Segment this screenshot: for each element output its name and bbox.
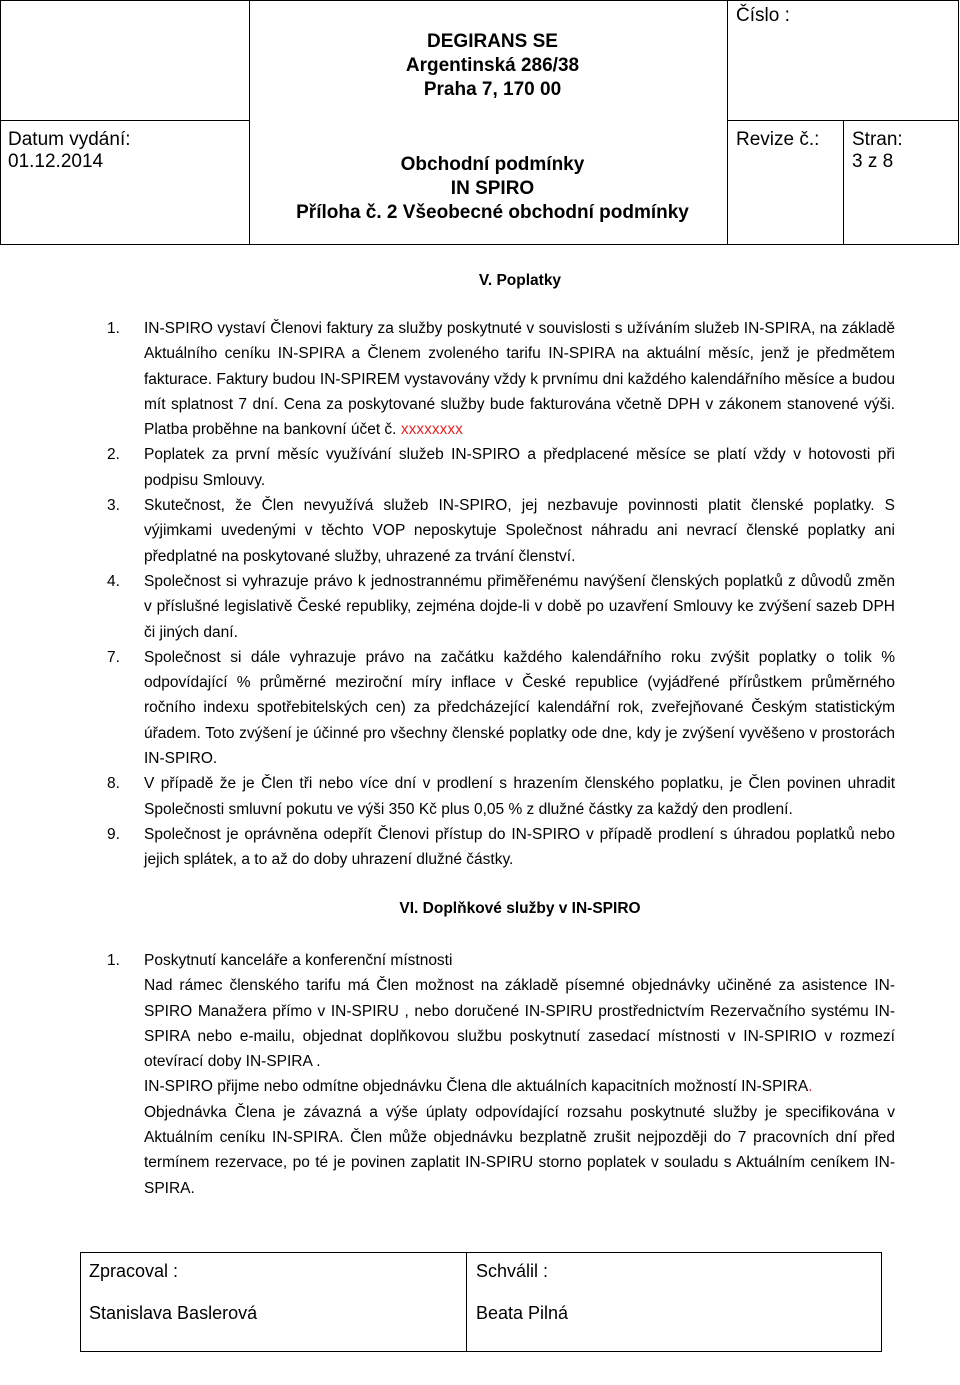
item-text: Poplatek za první měsíc využívání služeb IN-SPIRO a předplacené měsíce se platí vždy v hotovosti při podpisu Smlouvy. (144, 446, 895, 489)
pages-value: 3 z 8 (852, 151, 894, 172)
document-title-line1: Obchodní podmínky (400, 154, 585, 175)
issue-date-value: 01.12.2014 (8, 151, 104, 172)
item-paragraph: Objednávka Člena je závazná a výše úplaty odpovídající rozsahu poskytnuté služby je specifikována v Aktuálním ceníku IN-SPIRA. Člen může objednávku bezplatně zrušit nejpozději do 7 pracovních dní před termínem rezervace, po té je povinen zaplatit IN-SPIRU storno poplatek v souladu s Aktuálním ceníkem IN-SPIRA. (144, 1103, 895, 1197)
document-title (260, 153, 725, 225)
item-number: 2. (107, 446, 120, 464)
signature-divider (466, 1253, 467, 1351)
list-item (0, 493, 960, 569)
item-number: 9. (107, 825, 120, 843)
company-name: DEGIRANS SE (427, 31, 558, 52)
document-title-line3: Příloha č. 2 Všeobecné obchodní podmínky (296, 202, 689, 223)
signature-table (80, 1252, 882, 1352)
item-text (144, 316, 895, 442)
item-number: 3. (107, 497, 120, 515)
section-v-heading: V. Poplatky (478, 272, 562, 289)
prepared-by-name: Stanislava Baslerová (89, 1303, 258, 1323)
section-v-list (0, 316, 960, 873)
section-vi-list (0, 948, 960, 1201)
company-street: Argentinská 286/38 (405, 55, 580, 76)
approved-by-label: Schválil : (476, 1261, 549, 1281)
item-number: 8. (107, 775, 120, 793)
item-paragraph-body: IN-SPIRO přijme nebo odmítne objednávku Člena dle aktuálních kapacitních možností IN-SPIRA (144, 1078, 809, 1096)
pages-label: Stran: (852, 129, 903, 150)
company-city: Praha 7, 170 00 (423, 79, 562, 100)
list-item (0, 645, 960, 771)
list-item (0, 569, 960, 645)
highlight-dot: . (808, 1078, 813, 1096)
revision-label: Revize č.: (736, 129, 820, 150)
section-vi-heading: VI. Doplňkové služby v IN-SPIRO (399, 900, 641, 917)
item-paragraph: Nad rámec členského tarifu má Člen možnost na základě písemné objednávky učiněné za asistence IN-SPIRO Manažera přímo v IN-SPIRU , nebo doručené IN-SPIRU prostřednictvím Rezervačního systému IN-SPIRA nebo e-mailu, objednat doplňkovou službu poskytnutí zasedací místnosti v IN-SPIRIO v rozmezí otevírací doby IN-SPIRA . (144, 977, 895, 1071)
list-item (0, 948, 960, 1201)
prepared-by-label: Zpracoval : (89, 1261, 179, 1281)
header-divider-right (727, 0, 728, 245)
item-text: Společnost je oprávněna odepřít Členovi přístup do IN-SPIRO v případě prodlení s úhradou poplatků nebo jejich splátek, a to až do doby uhrazení dlužné částky. (144, 825, 895, 869)
item-text-body: IN-SPIRO vystaví Členovi faktury za služby poskytnuté v souvislosti s užíváním služeb IN-SPIRA, na základě Aktuálního ceníku IN-SPIRA a Členem zvoleného tarifu IN-SPIRA na aktuální měsíc, jenž je předmětem fakturace. Faktury budou IN-SPIREM vystavovány vždy k prvnímu dni každého kalendářního měsíce a budou mít splatnost 7 dní. Cena za poskytované služby bude fakturována včetně DPH v zákonem stanovené výši. Platba proběhne na bankovní účet č. (144, 320, 895, 439)
issue-date-label: Datum vydání: (8, 129, 131, 150)
header-hline-right (727, 120, 959, 121)
document-header (0, 0, 960, 246)
list-item (0, 442, 960, 493)
list-item (0, 822, 960, 873)
bank-account-placeholder: xxxxxxxx (400, 421, 463, 439)
item-text: Společnost si dále vyhrazuje právo na začátku každého kalendářního roku zvýšit poplatky o tolik % odpovídající % průměrné meziroční míry inflace v České republice (vyjádřené přírůstkem průměrného ročního indexu spotřebitelských cen) za předcházející kalendářní rok, zveřejňované Českým statistickým úřadem. Toto zvýšení je účinné pro všechny členské poplatky ode dne, kdy je zvýšení vyvěšeno v prostorách IN-SPIRO. (144, 648, 895, 768)
item-text: V případě že je Člen tři nebo více dní v prodlení s hrazením členského poplatku, je Člen povinen uhradit Společnosti smluvní pokutu ve výši 350 Kč plus 0,05 % z dlužné částky za každý den prodlení. (144, 775, 895, 818)
item-number: 7. (107, 648, 120, 666)
document-title-line2: IN SPIRO (450, 178, 535, 199)
header-hline-left (0, 120, 250, 121)
document-number-label: Číslo : (736, 5, 790, 26)
item-paragraph (144, 1074, 895, 1099)
list-item (0, 316, 960, 442)
item-number: 4. (107, 572, 120, 590)
company-block (260, 30, 725, 102)
list-item (0, 771, 960, 822)
approved-by-name: Beata Pilná (476, 1303, 569, 1323)
item-text: Skutečnost, že Člen nevyužívá služeb IN-SPIRO, jej nezbavuje povinnosti platit členské poplatky. S výjimkami uvedenými v těchto VOP neposkytuje Společnost náhradu ani nevrací členské poplatky ani předplatné na poskytované služby, uhrazené za trvání členství. (144, 497, 895, 565)
header-divider-left (249, 0, 250, 245)
item-number: 1. (107, 320, 120, 337)
item-text: Společnost si vyhrazuje právo k jednostrannému přiměřenému navýšení členských poplatků z důvodů změn v příslušné legislativě České republiky, zejména dojde-li v době po uzavření Smlouvy ke zvýšení sazeb DPH či jiných daní. (144, 572, 895, 641)
header-divider-pages (843, 120, 844, 245)
item-title: Poskytnutí kanceláře a konferenční místnosti (144, 952, 453, 969)
item-number: 1. (107, 952, 120, 969)
